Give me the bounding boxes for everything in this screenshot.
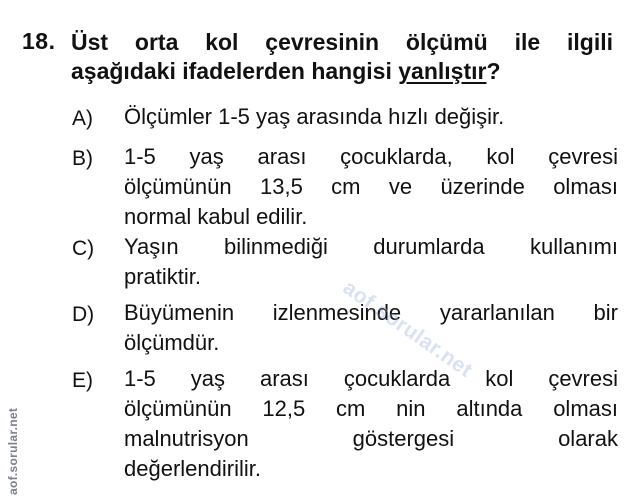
option-label: A): [72, 107, 93, 130]
question-number: 18.: [22, 28, 56, 54]
option-label: B): [72, 147, 93, 170]
option-e[interactable]: [72, 364, 618, 484]
option-a[interactable]: [72, 102, 618, 132]
option-text-line: ölçümdür.: [124, 330, 220, 355]
question-emphasis-word: yanlıştır: [398, 58, 487, 84]
question-line-2: [71, 57, 613, 86]
option-text-line: Ölçümler 1-5 yaş arasında hızlı değişir.: [124, 104, 505, 129]
option-text: [124, 142, 618, 232]
option-text: [124, 102, 618, 132]
option-text: [124, 232, 618, 292]
question-mark: ?: [486, 58, 501, 84]
side-watermark: aof.sorular.net: [6, 407, 20, 495]
option-text: [124, 364, 618, 484]
option-text-line: ölçümünün 13,5 cm ve üzerinde olması: [124, 174, 618, 199]
option-d[interactable]: [72, 298, 618, 358]
option-text-line: ölçümünün 12,5 cm nin altında olması: [124, 396, 618, 421]
option-label: D): [72, 303, 95, 326]
question-line-2-text: aşağıdaki ifadelerden hangisi: [71, 58, 399, 84]
option-text-line: Yaşın bilinmediği durumlarda kullanımı: [124, 234, 618, 259]
option-label: C): [72, 237, 95, 260]
option-text-line: malnutrisyon göstergesi olarak: [124, 426, 618, 451]
question-stem: [71, 28, 613, 86]
option-c[interactable]: [72, 232, 618, 292]
option-label: E): [72, 369, 93, 392]
option-text-line: normal kabul edilir.: [124, 204, 308, 229]
watermark: aof.sorular.net: [338, 276, 477, 383]
option-text-line: Büyümenin izlenmesinde yararlanılan bir: [124, 300, 618, 325]
question-line-1: Üst orta kol çevresinin ölçümü ile ilgili: [71, 29, 613, 55]
option-text-line: pratiktir.: [124, 264, 202, 289]
option-text-line: 1-5 yaş arası çocuklarda, kol çevresi: [124, 144, 618, 169]
option-b[interactable]: [72, 142, 618, 232]
option-text-line: 1-5 yaş arası çocuklarda kol çevresi: [124, 366, 618, 391]
option-text-line: değerlendirilir.: [124, 456, 261, 481]
